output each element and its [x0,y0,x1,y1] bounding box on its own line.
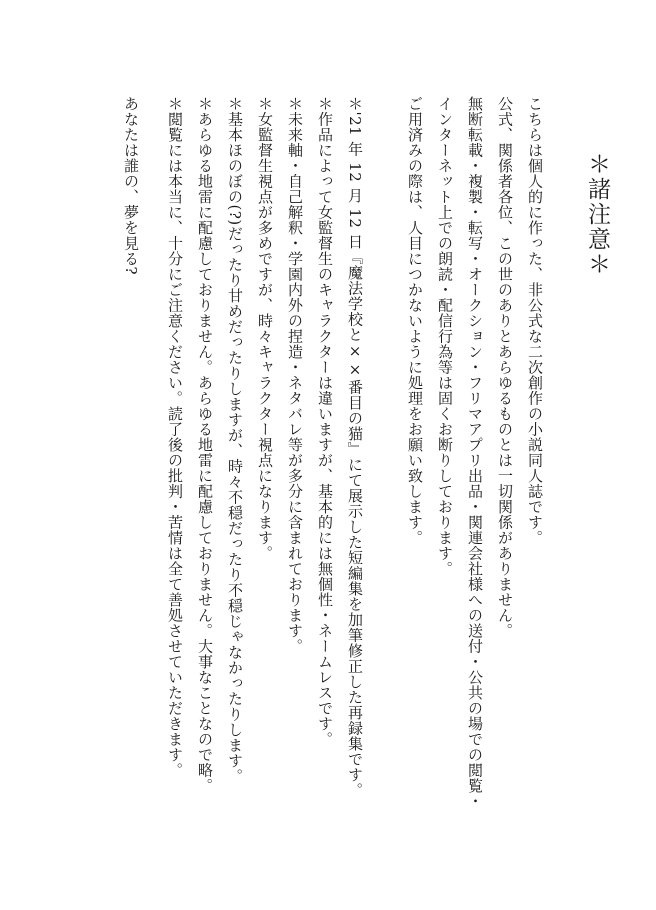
note-item: ＊作品によって女監督生のキャラクターは違いますが、基本的には無個性・ネームレスです。 [316,96,334,747]
vertical-text-body [116,96,612,856]
note-item: ＊閲覧には本当に、十分にご注意ください。読了後の批判・苦情は全て善処させていただきます。 [166,96,184,778]
spacer [370,96,400,856]
intro-line: こちらは個人的に作った、非公式な二次創作の小説同人誌です。 [526,96,544,546]
intro-line: 公式、関係者各位、この世のありとあらゆるものとは一切関係がありません。 [496,96,514,639]
spacer [146,96,160,856]
note-item: ＊あらゆる地雷に配慮しておりません。あらゆる地雷に配慮しておりません。大事なことなので略。 [196,96,214,794]
note-item: ＊'21 年 12 月 12 日『魔法学校と××番目の猫』にて展示した短編集を加筆修正した再録集です。 [346,96,364,798]
note-item: ＊基本ほのぼの(?)だったり甘めだったりしますが、時々不穏だったり不穏じゃなかったりします。 [226,96,244,784]
intro-line: ご用済みの際は、人目につかないように処理をお願い致します。 [406,96,424,546]
closing-line: あなたは誰の、夢を見る? [122,96,140,276]
spacer [550,96,564,856]
intro-line: 無断転載・複製・転写・オークション・フリマアプリ出品・関連会社様への送付・公共の場での閲覧・ [466,96,484,809]
page-title: ＊諸注意＊ [584,152,610,277]
note-item: ＊女監督生視点が多めですが、時々キャラクター視点になります。 [256,96,274,561]
note-item: ＊未来軸・自己解釈・学園内外の捏造・ネタバレ等が多分に含まれております。 [286,96,304,654]
intro-line: インターネット上での朗読・配信行為等は固くお断りしております。 [436,96,454,577]
